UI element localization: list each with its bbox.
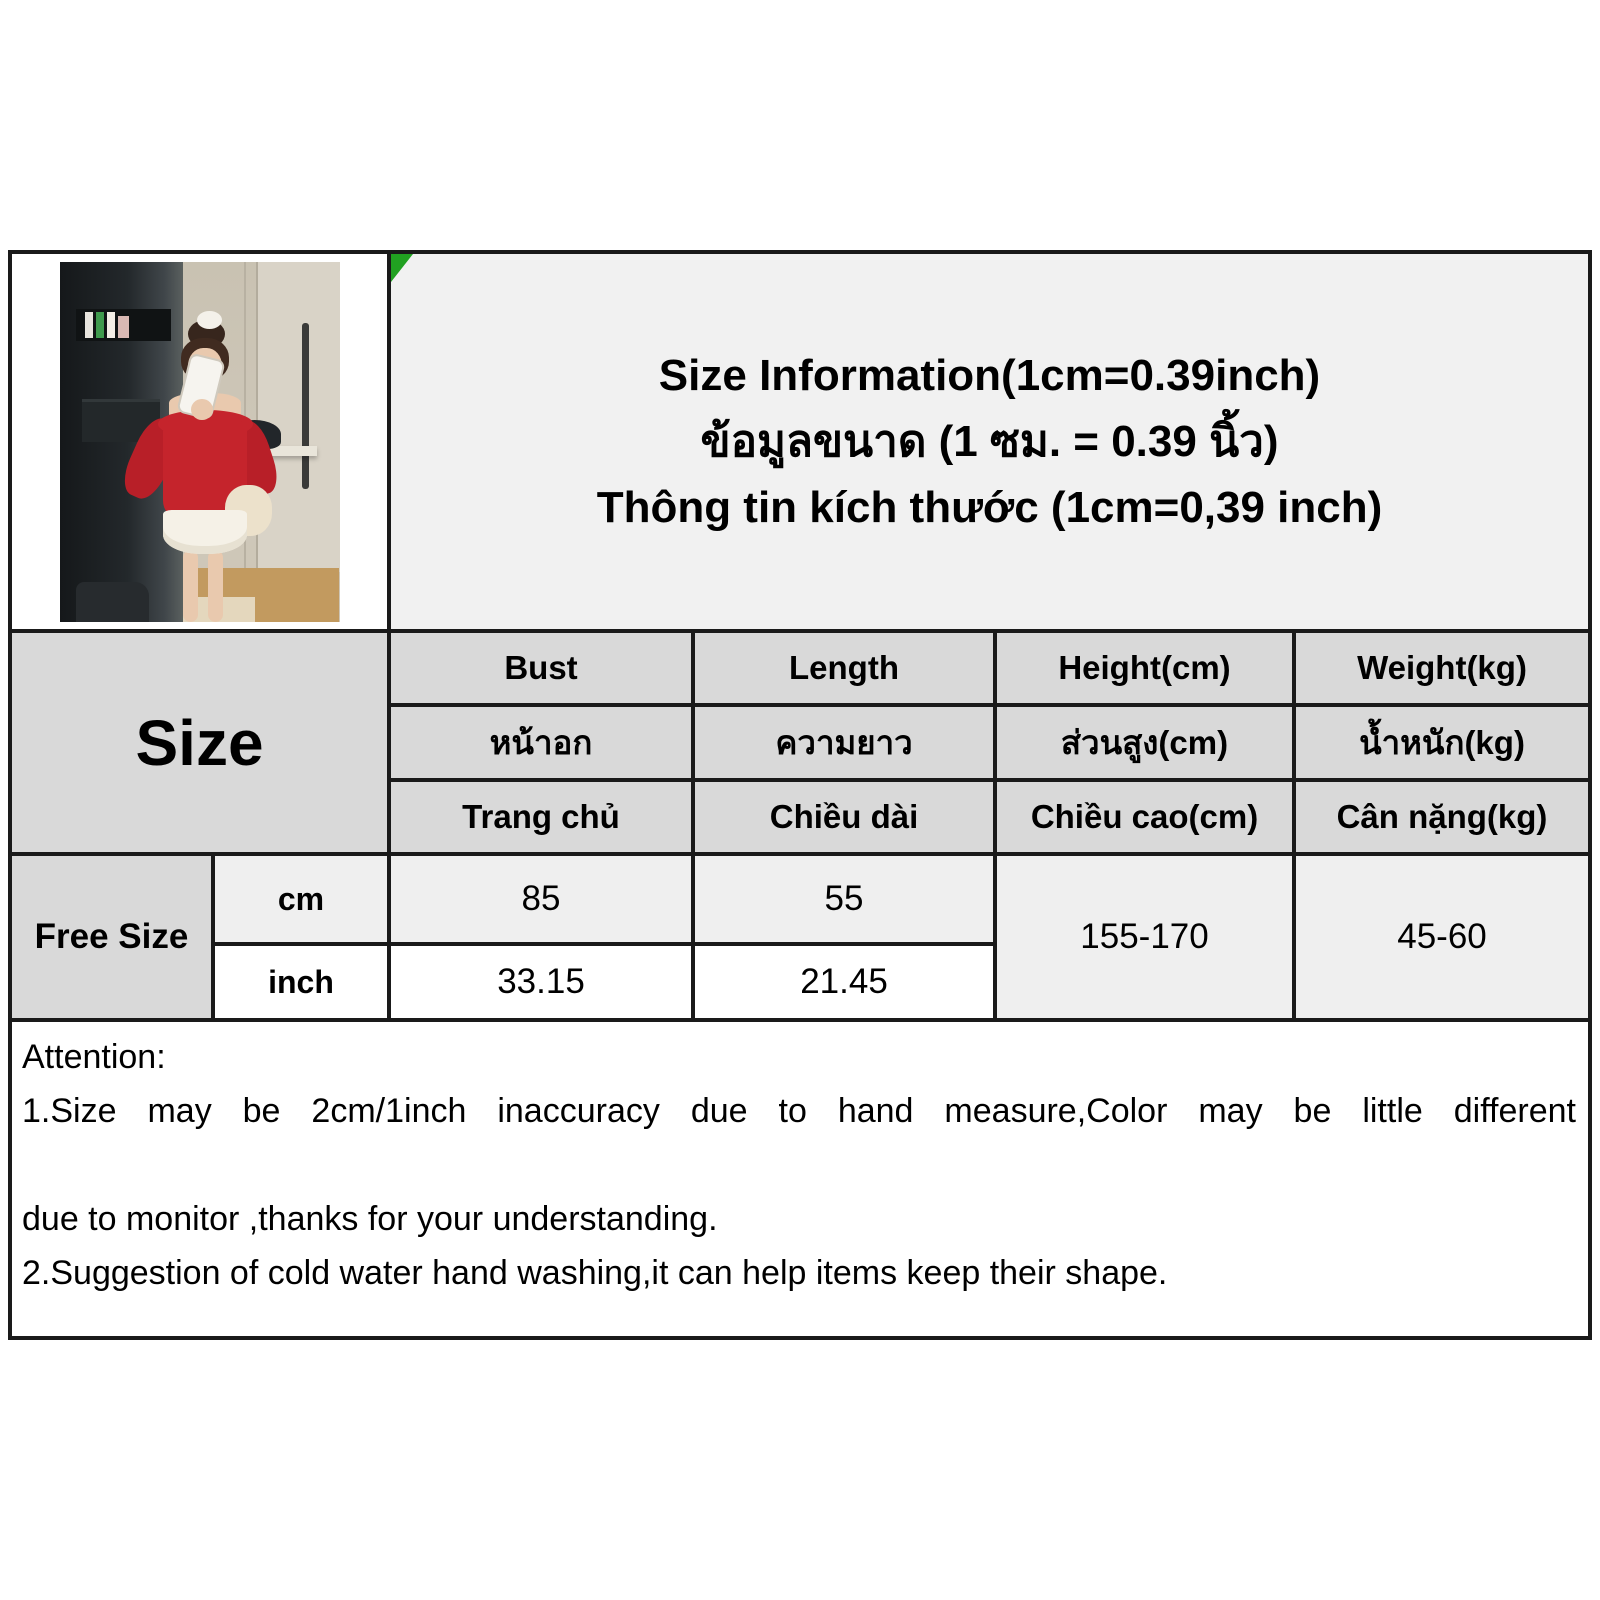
col-header-height-vi: Chiều cao(cm) — [997, 782, 1292, 852]
photo-book-spine — [118, 316, 129, 338]
photo-book-spine — [96, 312, 104, 337]
col-header-length-vi: Chiều dài — [695, 782, 993, 852]
title-cell — [391, 254, 1588, 629]
size-table — [8, 250, 1592, 1022]
title-vietnamese: Thông tin kích thước (1cm=0,39 inch) — [596, 482, 1383, 532]
title-english: Size Information(1cm=0.39inch) — [658, 350, 1321, 400]
col-header-length-th: ความยาว — [695, 707, 993, 778]
col-header-weight-th: น้ำหนัก(kg) — [1296, 707, 1588, 778]
title-thai: ข้อมูลขนาด (1 ซม. = 0.39 นิ้ว) — [700, 416, 1279, 466]
photo-model-leg — [208, 550, 223, 622]
photo-floor-object — [76, 582, 149, 622]
unit-label-inch: inch — [215, 946, 387, 1018]
attention-note-1a: 1.Size may be 2cm/1inch inaccuracy due to hand measure,Color may be little different — [22, 1092, 1576, 1130]
col-header-length-en: Length — [695, 633, 993, 703]
col-header-weight-en: Weight(kg) — [1296, 633, 1588, 703]
col-header-bust-th: หน้าอก — [391, 707, 691, 778]
attention-note-2: 2.Suggestion of cold water hand washing,it can help items keep their shape. — [22, 1254, 1168, 1292]
value-height: 155-170 — [997, 856, 1292, 1018]
product-photo — [60, 262, 340, 622]
value-weight: 45-60 — [1296, 856, 1588, 1018]
col-header-height-th: ส่วนสูง(cm) — [997, 707, 1292, 778]
photo-book-spine — [107, 312, 115, 337]
value-length-cm: 55 — [695, 856, 993, 942]
value-bust-cm: 85 — [391, 856, 691, 942]
photo-white-skirt — [163, 510, 247, 553]
photo-book-spine — [85, 312, 93, 337]
attention-note-1b: due to monitor ,thanks for your understanding. — [22, 1200, 718, 1238]
photo-model-leg — [183, 550, 198, 622]
size-chart-sheet — [8, 250, 1592, 1340]
excel-corner-marker-icon — [391, 254, 413, 282]
row-label-free-size: Free Size — [12, 856, 211, 1018]
photo-white-scrunchie — [197, 311, 222, 329]
value-bust-inch: 33.15 — [391, 946, 691, 1018]
attention-box — [8, 1018, 1592, 1340]
attention-heading: Attention: — [22, 1038, 166, 1076]
col-header-bust-en: Bust — [391, 633, 691, 703]
col-header-bust-vi: Trang chủ — [391, 782, 691, 852]
product-photo-cell — [12, 254, 387, 629]
unit-label-cm: cm — [215, 856, 387, 942]
size-header-label: Size — [12, 633, 387, 852]
col-header-weight-vi: Cân nặng(kg) — [1296, 782, 1588, 852]
value-length-inch: 21.45 — [695, 946, 993, 1018]
col-header-height-en: Height(cm) — [997, 633, 1292, 703]
photo-door-handle — [302, 323, 309, 489]
